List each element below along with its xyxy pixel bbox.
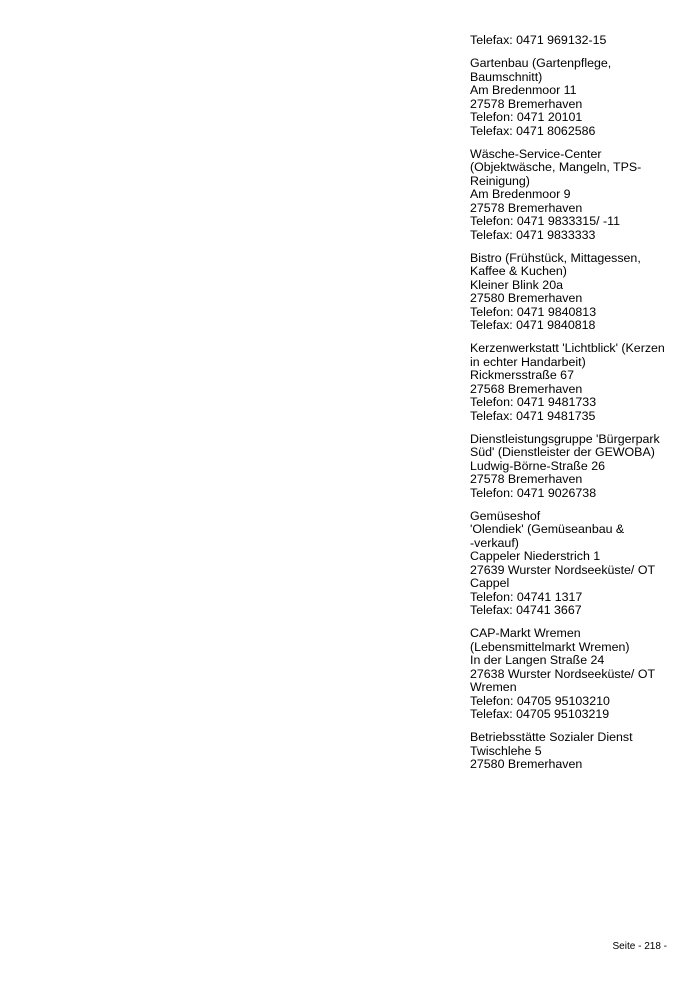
address-line: Wremen — [470, 680, 517, 694]
address-line: 'Olendiek' (Gemüseanbau & — [470, 522, 625, 536]
address-line: -verkauf) — [470, 535, 519, 550]
address-line: Baumschnitt) — [470, 69, 543, 84]
address-line: Ludwig-Börne-Straße 26 — [470, 458, 605, 473]
address-entry — [470, 34, 670, 48]
address-entry — [470, 627, 670, 722]
address-line: Telefon: 0471 9840813 — [470, 304, 597, 319]
address-line: Telefax: 04741 3667 — [470, 603, 582, 617]
address-line: Am Bredenmoor 11 — [470, 83, 577, 97]
address-line: Cappeler Niederstrich 1 — [470, 549, 601, 563]
address-entry — [470, 252, 670, 333]
address-line: Süd' (Dienstleister der GEWOBA) — [470, 445, 655, 459]
address-line: 27639 Wurster Nordseeküste/ OT — [470, 562, 656, 577]
address-line: Betriebsstätte Sozialer Dienst — [470, 730, 633, 744]
address-line: 27578 Bremerhaven — [470, 200, 583, 215]
address-line: Am Bredenmoor 9 — [470, 187, 571, 201]
address-line: Twischlehe 5 — [470, 743, 542, 758]
address-entry — [470, 731, 670, 772]
address-line: Telefon: 0471 9833315/ -11 — [470, 214, 620, 228]
address-column — [470, 34, 670, 781]
address-line: (Lebensmittelmarkt Wremen) — [470, 639, 630, 654]
address-line: 27638 Wurster Nordseeküste/ OT — [470, 666, 656, 681]
address-line: CAP-Markt Wremen — [470, 626, 581, 640]
address-line: Kerzenwerkstatt 'Lichtblick' (Kerzen — [470, 341, 665, 355]
address-line: Telefax: 04705 95103219 — [470, 707, 610, 721]
address-line: in echter Handarbeit) — [470, 354, 586, 369]
address-line: (Objektwäsche, Mangeln, TPS- — [470, 160, 642, 174]
address-line: Telefon: 04705 95103210 — [470, 693, 610, 708]
address-line: Wäsche-Service-Center — [470, 146, 602, 161]
address-entry — [470, 148, 670, 243]
address-line: Telefax: 0471 8062586 — [470, 123, 596, 138]
address-line: Kleiner Blink 20a — [470, 277, 563, 292]
address-line: Gartenbau (Gartenpflege, — [470, 56, 612, 70]
address-line: Telefax: 0471 969132-15 — [470, 33, 607, 47]
address-entry — [470, 57, 670, 138]
address-line: Telefax: 0471 9840818 — [470, 318, 596, 332]
address-line: Telefon: 0471 9026738 — [470, 485, 597, 500]
address-line: In der Langen Straße 24 — [470, 653, 605, 667]
address-entry — [470, 433, 670, 501]
address-line: Bistro (Frühstück, Mittagessen, — [470, 250, 641, 265]
address-line: 27568 Bremerhaven — [470, 381, 583, 396]
address-line: Telefax: 0471 9481735 — [470, 408, 596, 423]
page-number: Seite - 218 - — [612, 941, 667, 952]
address-line: 27578 Bremerhaven — [470, 96, 583, 111]
address-line: Cappel — [470, 576, 510, 590]
address-line: Kaffee & Kuchen) — [470, 264, 567, 278]
address-entry — [470, 342, 670, 423]
address-line: Telefon: 0471 9481733 — [470, 395, 597, 409]
address-line: Gemüseshof — [470, 508, 541, 523]
address-line: Rickmersstraße 67 — [470, 368, 574, 382]
address-line: Telefon: 0471 20101 — [470, 110, 583, 124]
address-line: Telefax: 0471 9833333 — [470, 227, 596, 242]
address-line: Telefon: 04741 1317 — [470, 589, 583, 604]
address-entry — [470, 510, 670, 618]
address-line: 27580 Bremerhaven — [470, 291, 583, 305]
address-line: 27580 Bremerhaven — [470, 757, 583, 771]
address-line: 27578 Bremerhaven — [470, 472, 583, 486]
address-line: Dienstleistungsgruppe 'Bürgerpark — [470, 431, 660, 446]
address-line: Reinigung) — [470, 173, 530, 188]
